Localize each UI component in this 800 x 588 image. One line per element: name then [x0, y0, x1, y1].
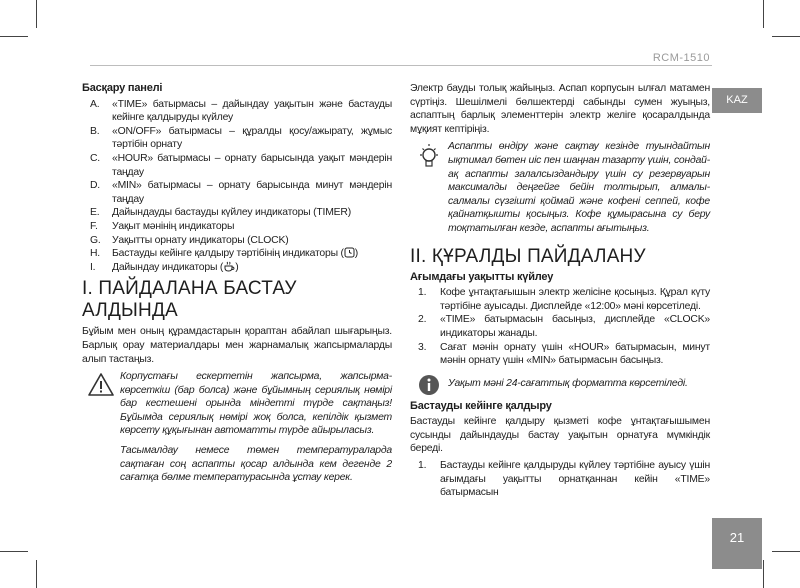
page-number: 21	[712, 518, 762, 569]
crop-mark	[763, 560, 764, 588]
list-item: 1. Бастауды кейінге қалдыруды күйлеу тәртібіне ауысу үшін ағымдағы уақытты орнатқаннан кейін «TIME» батырмасын	[418, 460, 710, 499]
list-item: A. «TIME» батырмасы – дайындау уақытын және бастауды кейінге қалдыруды күйлеу	[90, 98, 392, 124]
left-column	[82, 82, 392, 495]
lightbulb-icon	[416, 142, 442, 172]
warning-text-2: Тасымалдау немесе төмен температураларда сақтаған соң аспапты қосар алдында кем дегенде 2 сағатқа бөлме температурасында ұстау керек.	[120, 445, 392, 484]
right-column	[410, 82, 710, 504]
coffee-cup-icon	[223, 261, 235, 272]
header-rule	[90, 65, 712, 66]
language-tab: KAZ	[712, 88, 762, 113]
list-item: C. «HOUR» батырмасы – орнату барысында уақыт мәндерін таңдау	[90, 152, 392, 178]
list-item: 3. Сағат мәнін орнату үшін «HOUR» батырмасын, минут мәнін орнату үшін «MIN» батырмасын басыңыз.	[418, 341, 710, 367]
crop-mark	[772, 36, 800, 37]
info-note	[410, 372, 710, 396]
time-setting-list	[410, 286, 710, 368]
crop-mark	[763, 0, 764, 28]
unpacking-paragraph: Бұйым мен оның құрамдастарын қораптан абайлап шығарыңыз. Барлық орау материалдары мен жарнамалық жапсырмаларды алып тастаңыз.	[82, 326, 392, 365]
tip-note	[410, 140, 710, 241]
delay-start-paragraph: Бастауды кейінге қалдыру қызметі кофе ұнтақтағышымен сусынды дайындауды бастау уақытын орнатуға мүмкіндік береді.	[410, 416, 710, 455]
list-item: 1. Кофе ұнтақтағышын электр желісіне қосыңыз. Құрал күту тәртібіне ауысады. Дисплейде «12:00» мәні көрсетіледі.	[418, 287, 710, 312]
info-icon	[418, 374, 440, 396]
delay-start-list	[410, 459, 710, 500]
list-item: H. Бастауды кейінге қалдыру тәртібінің индикаторы ( )	[90, 248, 359, 260]
crop-mark	[36, 0, 37, 28]
control-panel-heading: Басқару панелі	[82, 82, 163, 94]
warning-icon	[87, 372, 115, 397]
crop-mark	[0, 551, 28, 552]
delay-start-heading: Бастауды кейінге қалдыру	[410, 399, 552, 412]
info-text: Уақыт мәні 24-сағаттық форматта көрсетіледі.	[448, 377, 688, 389]
section-2-heading: II. ҚҰРАЛДЫ ПАЙДАЛАНУ	[410, 245, 646, 267]
crop-mark	[0, 36, 28, 37]
list-item: G. Уақытты орнату индикаторы (CLOCK)	[90, 234, 289, 246]
list-item: D. «MIN» батырмасы – орнату барысында минут мәндерін таңдау	[90, 180, 392, 205]
cleaning-paragraph: Электр бауды толық жайыңыз. Аспап корпусын ылғал матамен сүртіңіз. Шешілмелі бөлшектерді сабынды сумен жуыңыз, аспаптың барлық элементтерін электр желіге қосаралдында мұқият кептіріңіз.	[410, 83, 710, 135]
control-panel-list	[82, 98, 392, 275]
list-item: 2. «TIME» батырмасын басыңыз, дисплейде «CLOCK» индикаторы жанады.	[418, 314, 710, 339]
time-setting-heading: Ағымдағы уақытты күйлеу	[410, 270, 554, 283]
list-item: F. Уақыт мәнінің индикаторы	[90, 220, 235, 232]
clock-icon	[344, 247, 355, 258]
crop-mark	[772, 551, 800, 552]
warning-text-1: Корпустағы ескертетін жапсырма, жапсырма-көрсеткіш (бар болса) және бұйымның сериялық нөмірі бар кестешені орында міндетті түрде сақтаңыз! Бұйымда сериялық нөмірі жоқ болса, кепілдік қызмет көрсету құқығынан автоматты түрде айырыласыз.	[120, 371, 392, 437]
section-1-heading: I. ПАЙДАЛАНА БАСТАУ АЛДЫНДА	[82, 278, 297, 322]
tip-text: Аспапты өндіру және сақтау кезінде туындайтын ықтимал бөтен иіс пен шаңнан тазарту үшін, сондай-ақ аспапты залалсыздандыру үшін су резервуарын максималды деңгейге бейін толтырып, алмалы-салмалы сүзгішті қоймай және кофені сеппей, кофе қайнатқышты қосыңыз. Кофе құмырасына су беру тоқтатылған кезде, аспапты ағытыңыз.	[448, 141, 710, 234]
model-number: RCM-1510	[652, 52, 710, 64]
list-item: E. Дайындауды бастауды күйлеу индикаторы (TIMER)	[90, 207, 351, 219]
list-item: B. «ON/OFF» батырмасы – құралды қосу/ажырату, жұмыс тәртібін орнату	[90, 125, 392, 151]
list-item: I. Дайындау индикаторы ( )	[90, 261, 239, 273]
crop-mark	[36, 560, 37, 588]
warning-note	[82, 370, 392, 491]
